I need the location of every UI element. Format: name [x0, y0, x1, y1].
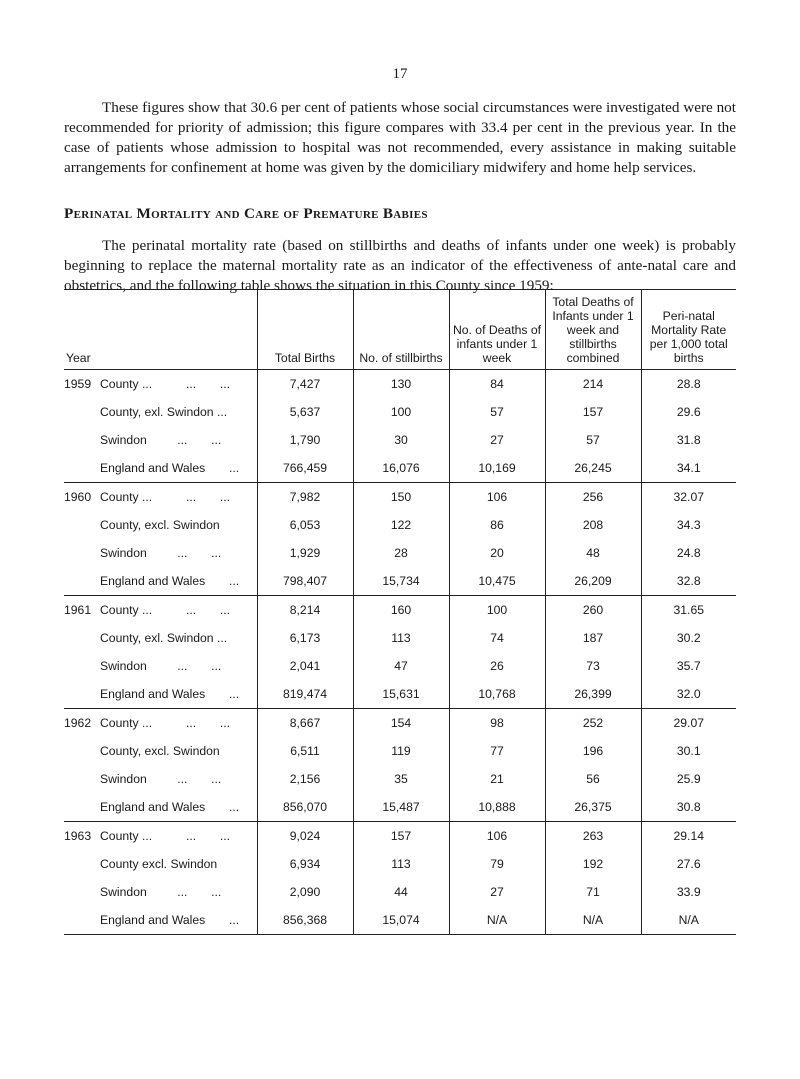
stillbirths-cell: 30 [353, 426, 449, 454]
infant-deaths-cell: 98 [449, 709, 545, 738]
area-label: England and Wales ... [100, 461, 240, 475]
mortality-rate-cell: 31.65 [641, 596, 736, 625]
infant-deaths-cell: 10,475 [449, 567, 545, 596]
row-label-cell [64, 624, 257, 652]
mortality-rate-cell: 31.8 [641, 426, 736, 454]
stillbirths-cell: 113 [353, 624, 449, 652]
stillbirths-cell: 16,076 [353, 454, 449, 483]
mortality-rate-cell: 34.3 [641, 511, 736, 539]
area-label: County, excl. Swindon [100, 744, 220, 758]
area-label: England and Wales ... [100, 687, 240, 701]
stillbirths-cell: 15,074 [353, 906, 449, 935]
total-births-cell: 2,090 [257, 878, 353, 906]
infant-deaths-cell: N/A [449, 906, 545, 935]
combined-deaths-cell: 187 [545, 624, 641, 652]
table-body [64, 370, 736, 935]
mortality-rate-cell: 28.8 [641, 370, 736, 399]
row-label-cell [64, 426, 257, 454]
row-label-cell [64, 737, 257, 765]
area-label: County, exl. Swindon ... [100, 405, 228, 419]
perinatal-paragraph: The perinatal mortality rate (based on stillbirths and deaths of infants under one week) is probably beginning to replace the maternal mortality rate as an indicator of the effectiveness of ante-natal care and obstetrics, and the following table shows the situation in this County since 1959: [64, 237, 736, 294]
stillbirths-cell: 130 [353, 370, 449, 399]
infant-deaths-cell: 100 [449, 596, 545, 625]
table-row [64, 822, 736, 851]
stillbirths-cell: 100 [353, 398, 449, 426]
stillbirths-cell: 44 [353, 878, 449, 906]
infant-deaths-cell: 10,169 [449, 454, 545, 483]
combined-deaths-cell: 26,375 [545, 793, 641, 822]
infant-deaths-cell: 106 [449, 483, 545, 512]
stillbirths-cell: 28 [353, 539, 449, 567]
row-label-cell [64, 454, 257, 483]
area-label: County ... ... ... [100, 377, 231, 391]
total-births-cell: 798,407 [257, 567, 353, 596]
stillbirths-cell: 15,487 [353, 793, 449, 822]
combined-deaths-cell: 192 [545, 850, 641, 878]
header-combined-deaths: Total Deaths of Infants under 1 week and stillbirths combined [545, 290, 641, 370]
total-births-cell: 7,982 [257, 483, 353, 512]
infant-deaths-cell: 106 [449, 822, 545, 851]
header-year: Year [64, 290, 257, 370]
total-births-cell: 2,041 [257, 652, 353, 680]
stillbirths-cell: 154 [353, 709, 449, 738]
combined-deaths-cell: 263 [545, 822, 641, 851]
total-births-cell: 9,024 [257, 822, 353, 851]
infant-deaths-cell: 79 [449, 850, 545, 878]
mortality-rate-cell: 27.6 [641, 850, 736, 878]
area-label: County ... ... ... [100, 490, 231, 504]
mortality-rate-cell: 34.1 [641, 454, 736, 483]
total-births-cell: 5,637 [257, 398, 353, 426]
stillbirths-cell: 113 [353, 850, 449, 878]
table-row [64, 539, 736, 567]
stillbirths-cell: 157 [353, 822, 449, 851]
area-label: England and Wales ... [100, 574, 240, 588]
row-label-cell [64, 398, 257, 426]
table-row [64, 483, 736, 512]
perinatal-mortality-table [64, 289, 736, 935]
table-row [64, 567, 736, 596]
total-births-cell: 6,053 [257, 511, 353, 539]
table-row [64, 765, 736, 793]
combined-deaths-cell: 214 [545, 370, 641, 399]
year-label: 1960 [64, 490, 92, 504]
mortality-rate-cell: 32.07 [641, 483, 736, 512]
table-row [64, 454, 736, 483]
area-label: County ... ... ... [100, 603, 231, 617]
row-label-cell [64, 906, 257, 935]
combined-deaths-cell: 26,245 [545, 454, 641, 483]
combined-deaths-cell: 157 [545, 398, 641, 426]
total-births-cell: 1,929 [257, 539, 353, 567]
mortality-rate-cell: 30.8 [641, 793, 736, 822]
combined-deaths-cell: 260 [545, 596, 641, 625]
area-label: Swindon ... ... [100, 546, 222, 560]
combined-deaths-cell: 252 [545, 709, 641, 738]
table-row [64, 511, 736, 539]
area-label: County ... ... ... [100, 829, 231, 843]
total-births-cell: 856,368 [257, 906, 353, 935]
combined-deaths-cell: 26,399 [545, 680, 641, 709]
mortality-rate-cell: 25.9 [641, 765, 736, 793]
table-row [64, 850, 736, 878]
table-row [64, 596, 736, 625]
infant-deaths-cell: 86 [449, 511, 545, 539]
total-births-cell: 6,511 [257, 737, 353, 765]
table-row [64, 709, 736, 738]
infant-deaths-cell: 27 [449, 426, 545, 454]
combined-deaths-cell: 56 [545, 765, 641, 793]
infant-deaths-cell: 20 [449, 539, 545, 567]
stillbirths-cell: 160 [353, 596, 449, 625]
combined-deaths-cell: 256 [545, 483, 641, 512]
total-births-cell: 6,934 [257, 850, 353, 878]
stillbirths-cell: 150 [353, 483, 449, 512]
area-label: Swindon ... ... [100, 885, 222, 899]
row-label-cell [64, 370, 257, 399]
table-row [64, 793, 736, 822]
table-header-row [64, 290, 736, 370]
row-label-cell [64, 765, 257, 793]
stillbirths-cell: 122 [353, 511, 449, 539]
stillbirths-cell: 15,734 [353, 567, 449, 596]
table-row [64, 652, 736, 680]
total-births-cell: 7,427 [257, 370, 353, 399]
row-label-cell [64, 850, 257, 878]
stillbirths-cell: 35 [353, 765, 449, 793]
mortality-rate-cell: 32.0 [641, 680, 736, 709]
page-number: 17 [392, 66, 408, 82]
total-births-cell: 6,173 [257, 624, 353, 652]
area-label: England and Wales ... [100, 800, 240, 814]
area-label: County excl. Swindon [100, 857, 218, 871]
table-row [64, 426, 736, 454]
table-row [64, 680, 736, 709]
year-label: 1961 [64, 603, 92, 617]
total-births-cell: 8,214 [257, 596, 353, 625]
table-row [64, 398, 736, 426]
row-label-cell [64, 793, 257, 822]
area-label: Swindon ... ... [100, 772, 222, 786]
area-label: Swindon ... ... [100, 659, 222, 673]
row-label-cell [64, 539, 257, 567]
row-label-cell [64, 878, 257, 906]
row-label-cell [64, 680, 257, 709]
mortality-rate-cell: 35.7 [641, 652, 736, 680]
area-label: County, excl. Swindon [100, 518, 220, 532]
combined-deaths-cell: 196 [545, 737, 641, 765]
total-births-cell: 766,459 [257, 454, 353, 483]
infant-deaths-cell: 10,888 [449, 793, 545, 822]
area-label: England and Wales ... [100, 913, 240, 927]
total-births-cell: 8,667 [257, 709, 353, 738]
mortality-rate-cell: 29.07 [641, 709, 736, 738]
total-births-cell: 856,070 [257, 793, 353, 822]
header-total-births: Total Births [257, 290, 353, 370]
table-row [64, 370, 736, 399]
mortality-rate-cell: N/A [641, 906, 736, 935]
combined-deaths-cell: 73 [545, 652, 641, 680]
year-label: 1959 [64, 377, 92, 391]
row-label-cell [64, 822, 257, 851]
stillbirths-cell: 15,631 [353, 680, 449, 709]
row-label-cell [64, 483, 257, 512]
table-row [64, 906, 736, 935]
area-label: County, exl. Swindon ... [100, 631, 228, 645]
infant-deaths-cell: 84 [449, 370, 545, 399]
table-row [64, 624, 736, 652]
total-births-cell: 2,156 [257, 765, 353, 793]
infant-deaths-cell: 77 [449, 737, 545, 765]
stillbirths-cell: 119 [353, 737, 449, 765]
mortality-rate-cell: 30.2 [641, 624, 736, 652]
intro-paragraph: These figures show that 30.6 per cent of patients whose social circumstances were investigated were not recommended for priority of admission; this figure compares with 33.4 per cent in the previous year. In the case of patients whose admission to hospital was not recommended, every assistance in making suitable arrangements for confinement at home was given by the domiciliary midwifery and home help services. [64, 99, 736, 176]
section-heading: Perinatal Mortality and Care of Premature Babies [64, 205, 428, 222]
row-label-cell [64, 567, 257, 596]
year-label: 1963 [64, 829, 92, 843]
combined-deaths-cell: 48 [545, 539, 641, 567]
infant-deaths-cell: 26 [449, 652, 545, 680]
combined-deaths-cell: N/A [545, 906, 641, 935]
mortality-rate-cell: 29.6 [641, 398, 736, 426]
row-label-cell [64, 709, 257, 738]
infant-deaths-cell: 27 [449, 878, 545, 906]
combined-deaths-cell: 71 [545, 878, 641, 906]
combined-deaths-cell: 26,209 [545, 567, 641, 596]
area-label: County ... ... ... [100, 716, 231, 730]
row-label-cell [64, 511, 257, 539]
table-row [64, 737, 736, 765]
combined-deaths-cell: 57 [545, 426, 641, 454]
stillbirths-cell: 47 [353, 652, 449, 680]
area-label: Swindon ... ... [100, 433, 222, 447]
mortality-rate-cell: 32.8 [641, 567, 736, 596]
row-label-cell [64, 652, 257, 680]
header-stillbirths: No. of stillbirths [353, 290, 449, 370]
row-label-cell [64, 596, 257, 625]
year-label: 1962 [64, 716, 92, 730]
infant-deaths-cell: 10,768 [449, 680, 545, 709]
combined-deaths-cell: 208 [545, 511, 641, 539]
infant-deaths-cell: 74 [449, 624, 545, 652]
infant-deaths-cell: 57 [449, 398, 545, 426]
header-mortality-rate: Peri-natal Mortality Rate per 1,000 total births [641, 290, 736, 370]
table-row [64, 878, 736, 906]
mortality-rate-cell: 30.1 [641, 737, 736, 765]
mortality-rate-cell: 24.8 [641, 539, 736, 567]
header-infant-deaths: No. of Deaths of infants under 1 week [449, 290, 545, 370]
total-births-cell: 1,790 [257, 426, 353, 454]
infant-deaths-cell: 21 [449, 765, 545, 793]
total-births-cell: 819,474 [257, 680, 353, 709]
mortality-rate-cell: 33.9 [641, 878, 736, 906]
mortality-rate-cell: 29.14 [641, 822, 736, 851]
